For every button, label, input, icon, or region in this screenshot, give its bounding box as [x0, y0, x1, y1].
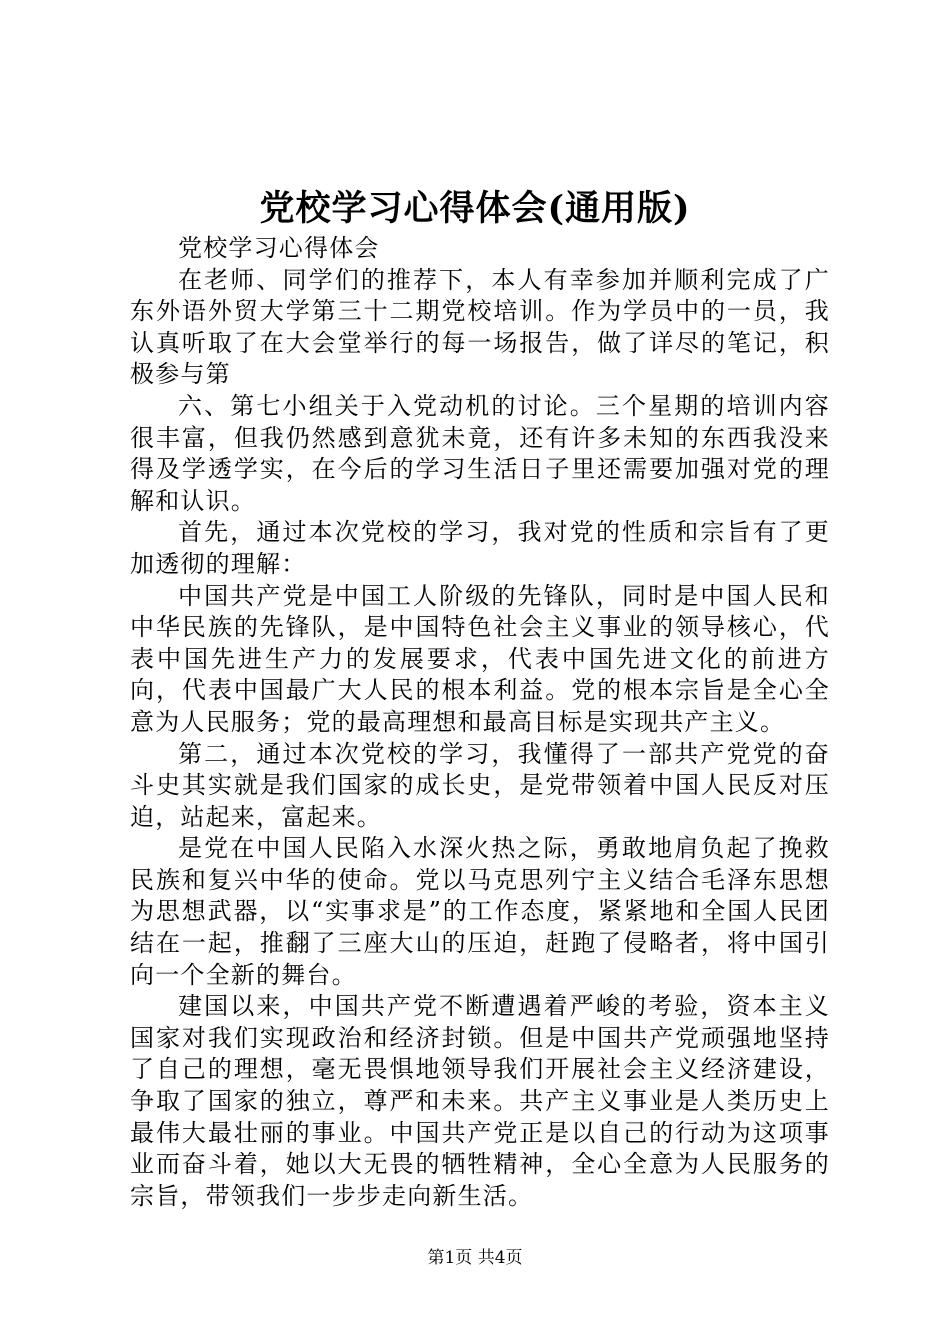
paragraph: 建国以来，中国共产党不断遭遇着严峻的考验，资本主义国家对我们实现政治和经济封锁。但是中国共产党顽强地坚持了自己的理想，毫无畏惧地领导我们开展社会主义经济建设，争取了国家的独立，尊严和未来。共产主义事业是人类历史上最伟大最壮丽的事业。中国共产党正是以自己的行动为这项事业而奋斗着，她以大无畏的牺牲精神，全心全意为人民服务的宗旨，带领我们一步步走向新生活。	[130, 992, 830, 1210]
document-title: 党校学习心得体会(通用版)	[259, 188, 691, 229]
paragraph: 中国共产党是中国工人阶级的先锋队，同时是中国人民和中华民族的先锋队，是中国特色社会主义事业的领导核心，代表中国先进生产力的发展要求，代表中国先进文化的前进方向，代表中国最广大人民的根本利益。党的根本宗旨是全心全意为人民服务；党的最高理想和最高目标是实现共产主义。	[130, 581, 830, 736]
paragraph: 是党在中国人民陷入水深火热之际，勇敢地肩负起了挽救民族和复兴中华的使命。党以马克思列宁主义结合毛泽东思想为思想武器，以“实事求是”的工作态度，紧紧地和全国人民团结在一起，推翻了三座大山的压迫，赶跑了侵略者，将中国引向一个全新的舞台。	[130, 834, 830, 989]
paragraph-heading: 党校学习心得体会	[178, 234, 380, 262]
document-body	[130, 233, 830, 1212]
paragraph: 首先，通过本次党校的学习，我对党的性质和宗旨有了更加透彻的理解：	[130, 518, 830, 578]
paragraph: 六、第七小组关于入党动机的讨论。三个星期的培训内容很丰富，但我仍然感到意犹未竟，还有许多未知的东西我没来得及学透学实，在今后的学习生活日子里还需要加强对党的理解和认识。	[130, 391, 830, 515]
paragraph: 第二，通过本次党校的学习，我懂得了一部共产党党的奋斗史其实就是我们国家的成长史，是党带领着中国人民反对压迫，站起来，富起来。	[130, 739, 830, 831]
page-number-footer: 第1页 共4页	[427, 1248, 523, 1268]
paragraph: 在老师、同学们的推荐下，本人有幸参加并顺利完成了广东外语外贸大学第三十二期党校培训。作为学员中的一员，我认真听取了在大会堂举行的每一场报告，做了详尽的笔记，积极参与第	[130, 265, 830, 389]
